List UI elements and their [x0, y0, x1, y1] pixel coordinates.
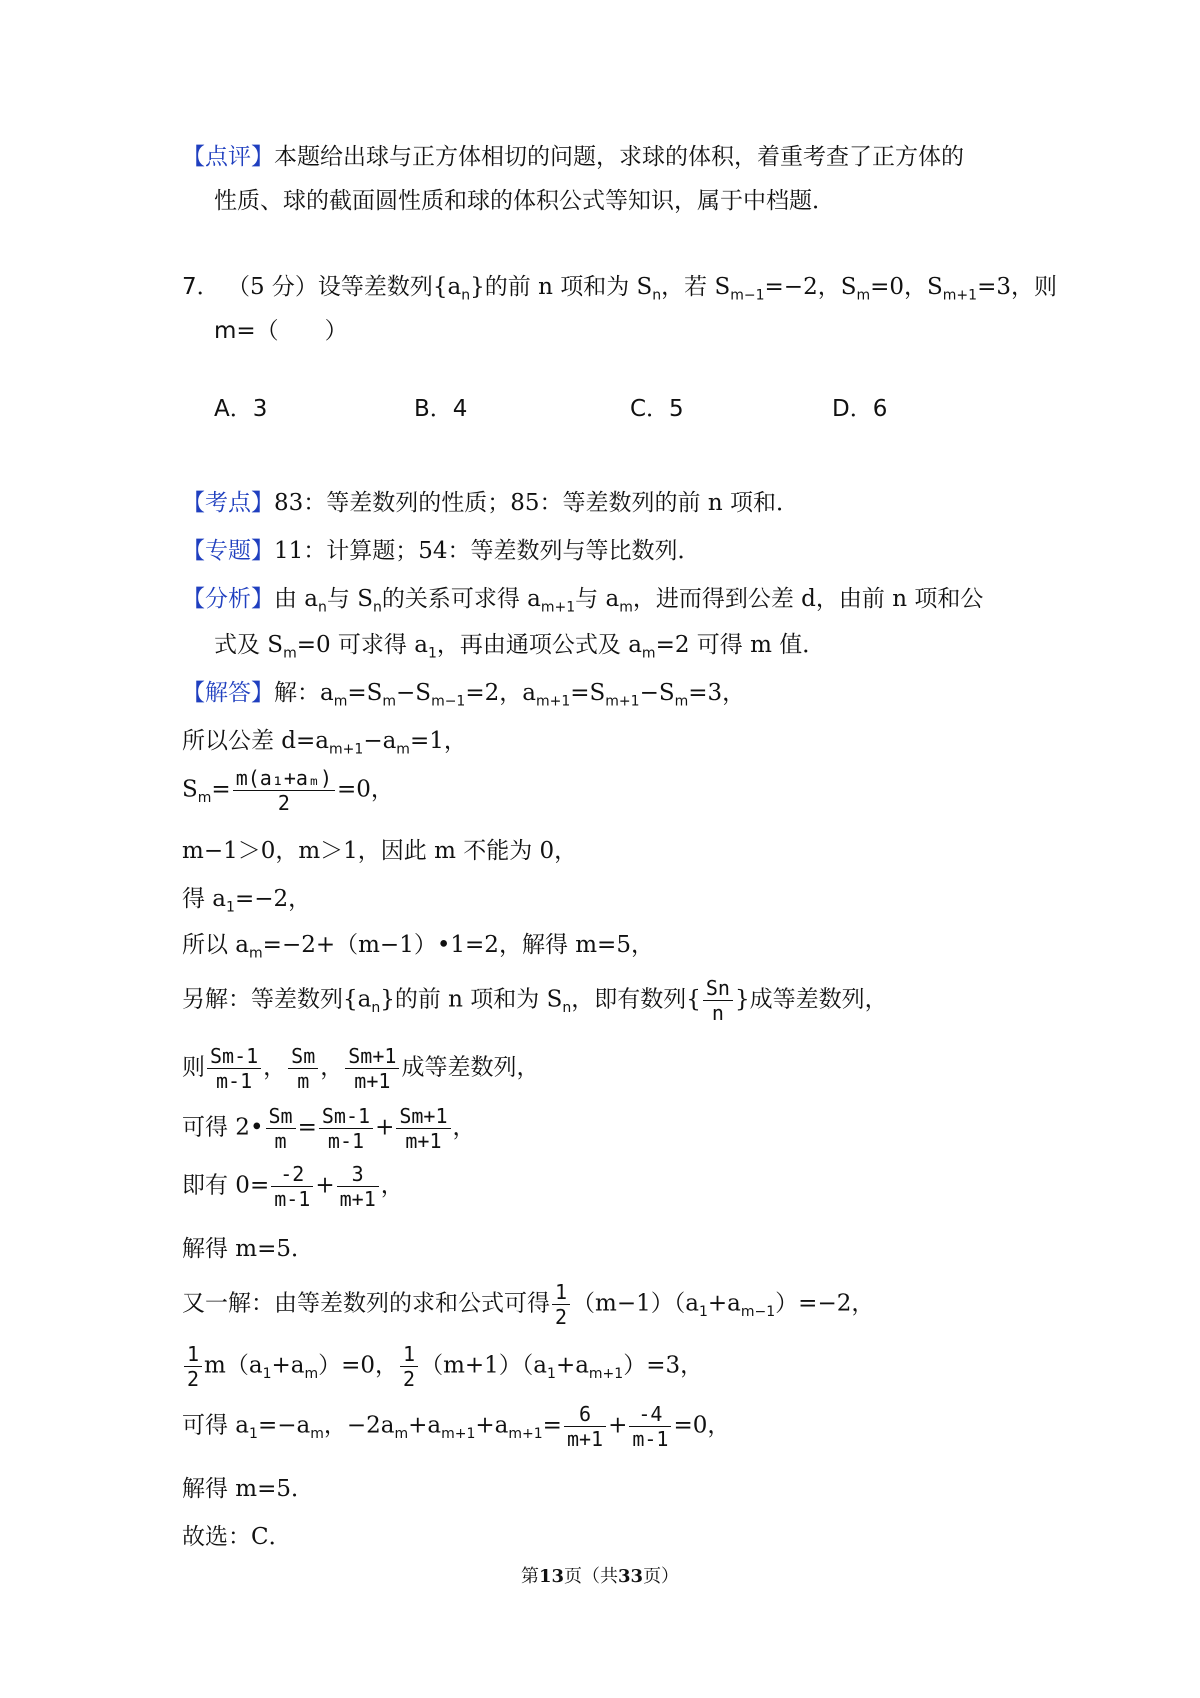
question-score: （5 分）: [226, 274, 318, 300]
jieda-line-2: 所以公差 $d=a_{m+1}-a_m=1$，: [182, 728, 467, 758]
stem-part: =3，则: [977, 274, 1057, 300]
jieda-part: 得 a: [182, 886, 227, 912]
fenxi-part: ，进而得到公差 d，由前 n 项和公: [632, 586, 984, 612]
fenxi-part: 式及 S: [214, 632, 284, 658]
fenxi-part: 与 a: [575, 586, 620, 612]
jieda-line-15: [182, 1472, 314, 1506]
fenxi-part: 的关系可求得 a: [381, 586, 541, 612]
jieda-line-10: 即有 0= $\frac{-2}{m-1}$ + $\frac{3}{m+1}$ ，: [182, 1162, 404, 1211]
question-number: 7．: [182, 274, 220, 300]
fenxi-line-1: 【分析】由 $a_n$与 $S_n$的关系可求得 $a_{m+1}$与 $a_m$，进而得到公差 d，由前 n 项和公: [182, 586, 984, 616]
stem-part: }的前 n 项和为 S: [470, 274, 653, 300]
fenxi-part: 由 a: [274, 586, 319, 612]
question-stem-line-2: [214, 314, 348, 348]
fenxi-part: 与 S: [326, 586, 373, 612]
footer-part: 第: [520, 1566, 539, 1587]
fraction: [233, 766, 335, 815]
kaodian-text: 83：等差数列的性质；85：等差数列的前 n 项和．: [274, 490, 799, 516]
jieda-line-7: 另解：等差数列$\{a_n\}$的前 n 项和为 $S_n$，即有数列{ $\frac{Sn}{n}$ }成等差数列，: [182, 976, 888, 1025]
jieda-line-4: m−1＞0，m＞1，因此 m 不能为 0，: [182, 838, 578, 864]
fenxi-part: ，再由通项公式及 a: [436, 632, 642, 658]
jieda-part: 即有 0=: [182, 1172, 270, 1199]
review-tag: 【点评】: [182, 144, 274, 170]
zhuanti-line: [182, 534, 701, 568]
jieda-part: 解得 m=5．: [182, 1476, 315, 1502]
jieda-part: 可得 2•: [182, 1114, 264, 1141]
review-text-1: 本题给出球与正方体相切的问题，求球的体积，着重考查了正方体的: [274, 144, 964, 170]
jieda-line-9: 可得 2• $\frac{Sm}{m}$ = $\frac{Sm-1}{m-1}$ + $\frac{Sm+1}{m+1}$ ，: [182, 1104, 476, 1153]
stem-part: 设等差数列{a: [317, 274, 462, 300]
jieda-line-12: 又一解：由等差数列的求和公式可得 $\frac{1}{2}$ $(m-1)(a_1+a_{m-1})=-2$，: [182, 1280, 875, 1329]
jieda-line-6: 所以 $a_m=-2+(m-1)•1=2$，解得 m=5，: [182, 932, 654, 962]
jieda-line-13: $\frac{1}{2}$ $m(a_1+a_m)=0$， $\frac{1}{2}$ $(m+1)(a_1+a_{m+1})=3$，: [182, 1342, 703, 1391]
footer-part: 页（共: [564, 1566, 618, 1587]
jieda-line-1: 【解答】解：$a_m=S_m-S_{m-1}=2$，$a_{m+1}=S_{m+1}-S_m=3$，: [182, 680, 746, 710]
jieda-part: 另解：等差数列{a: [182, 986, 372, 1013]
jieda-line-14: 可得 $a_1=-a_m$，$-2a_m+a_{m+1}+a_{m+1}=$ $\frac{6}{m+1}$ + $\frac{-4}{m-1}$ =0，: [182, 1402, 731, 1451]
page-footer: [0, 1564, 1200, 1590]
jieda-part: 则: [182, 1054, 205, 1081]
jieda-line-5: 得 $a_1=-2$，: [182, 886, 312, 916]
zhuanti-text: 11：计算题；54：等差数列与等比数列．: [274, 538, 701, 564]
jieda-part: 所以公差 d=a: [182, 728, 330, 754]
jieda-line-3: $S_m=$ $\frac{\text{m(a₁+aₘ)}}{2}$ =0，: [182, 766, 394, 815]
review-text-2: 性质、球的截面圆性质和球的体积公式等知识，属于中档题．: [214, 188, 835, 214]
jieda-part: 成等差数列，: [401, 1054, 540, 1081]
jieda-part: }成等差数列，: [734, 986, 888, 1013]
footer-part: 页）: [643, 1566, 680, 1587]
page-total: 33: [618, 1566, 644, 1587]
jieda-tag: 【解答】: [182, 680, 274, 706]
stem-part: ，若 S: [661, 274, 731, 300]
answer-blank: m=（ ）: [214, 318, 348, 344]
jieda-part: }的前 n 项和为 S: [380, 986, 563, 1013]
fenxi-line-2: 式及 $S_m=0$ 可求得 $a_1$，再由通项公式及 $a_m=2$ 可得 m 值．: [214, 632, 826, 662]
kaodian-line: [182, 486, 799, 520]
kaodian-tag: 【考点】: [182, 490, 274, 516]
jieda-part: m: [182, 838, 204, 864]
page-number: 13: [538, 1566, 564, 1587]
fenxi-part: =2 可得 m 值．: [655, 632, 826, 658]
jieda-part: ，即有数列{: [571, 986, 701, 1013]
fenxi-part: =0 可求得 a: [296, 632, 428, 658]
zhuanti-tag: 【专题】: [182, 538, 274, 564]
stem-part: =: [764, 274, 784, 300]
fraction: $\frac{Sn}{n}$: [703, 976, 733, 1025]
review-line-2: [214, 184, 835, 218]
question-stem: 7． （5 分）设等差数列$\{a_n\}$的前 n 项和为 $S_n$，若 $S_{m-1}=-2$，$S_m=0$，$S_{m+1}=3$，则: [182, 274, 1057, 304]
option-a: A．3: [214, 396, 268, 422]
stem-part: =0，S: [870, 274, 943, 300]
fraction-denominator: 2: [233, 790, 335, 815]
jieda-line-11: [182, 1232, 314, 1266]
final-answer: 故选：C．: [182, 1524, 292, 1550]
option-d: D．6: [832, 396, 888, 422]
fenxi-tag: 【分析】: [182, 586, 274, 612]
jieda-part: 所以 a: [182, 932, 250, 958]
stem-part: 2，S: [803, 274, 857, 300]
fraction-numerator: m(a₁+aₘ): [235, 766, 333, 790]
review-line-1: [182, 140, 964, 174]
jieda-part: 又一解：由等差数列的求和公式可得: [182, 1290, 550, 1317]
jieda-part: 解：a: [274, 680, 334, 706]
option-c: C．5: [630, 396, 684, 422]
option-b: B．4: [414, 396, 468, 422]
jieda-part: 解得 m=5．: [182, 1236, 315, 1262]
jieda-line-16: [182, 1520, 292, 1554]
jieda-line-8: 则 $\frac{Sm-1}{m-1}$ ， $\frac{Sm}{m}$ ， $\frac{Sm+1}{m+1}$ 成等差数列，: [182, 1044, 540, 1093]
